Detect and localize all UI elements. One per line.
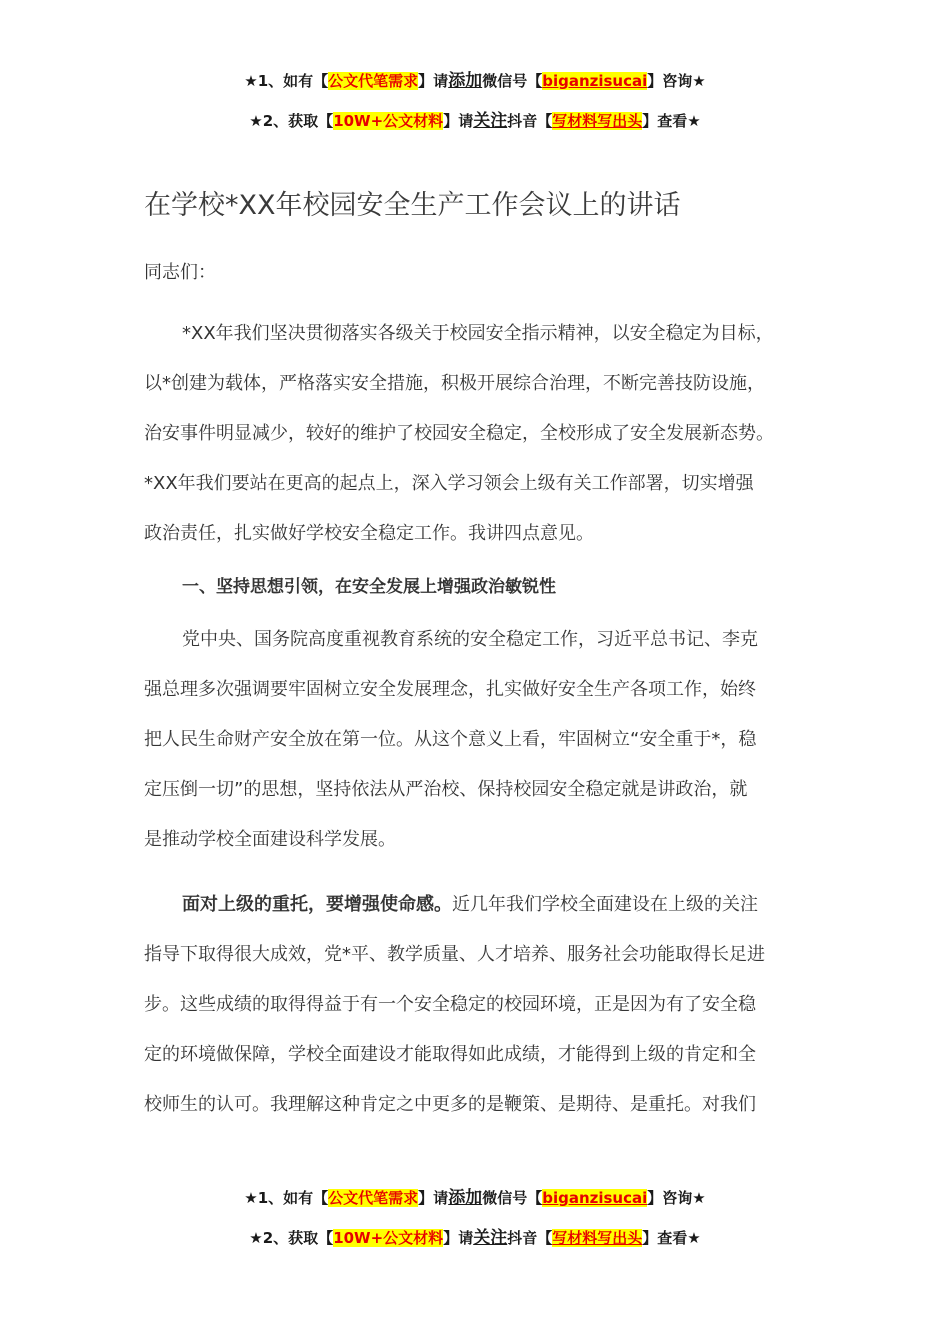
wechat-id-link[interactable]: biganzisucai bbox=[542, 1189, 648, 1207]
promo-text: 】请 bbox=[418, 1189, 449, 1207]
promo-underline: 添加 bbox=[448, 71, 483, 91]
promo-text: 】查看★ bbox=[642, 112, 701, 130]
paragraph-line: 校师生的认可。我理解这种肯定之中更多的是鞭策、是期待、是重托。对我们 bbox=[144, 1094, 756, 1115]
promo-text: ★2、获取【 bbox=[249, 1229, 334, 1247]
paragraph-text: 近几年我们学校全面建设在上级的关注 bbox=[452, 894, 758, 915]
promo-line-1-top bbox=[0, 68, 950, 94]
douyin-account-link[interactable]: 写材料写出头 bbox=[552, 112, 643, 130]
paragraph-line: 治安事件明显减少，较好的维护了校园安全稳定，全校形成了安全发展新态势。 bbox=[144, 423, 774, 444]
paragraph-line: 指导下取得很大成效，党*平、教学质量、人才培养、服务社会功能取得长足进 bbox=[144, 944, 765, 965]
promo-text: 抖音【 bbox=[507, 112, 553, 130]
paragraph-line: *XX年我们要站在更高的起点上，深入学习领会上级有关工作部署，切实增强 bbox=[144, 473, 754, 494]
paragraph-line: *XX年我们坚决贯彻落实各级关于校园安全指示精神，以安全稳定为目标， bbox=[182, 323, 774, 344]
promo-underline: 关注 bbox=[473, 111, 508, 131]
promo-underline: 添加 bbox=[448, 1188, 483, 1208]
promo-text: 】咨询★ bbox=[647, 72, 706, 90]
promo-text: ★1、如有【 bbox=[244, 72, 329, 90]
document-title: 在学校*XX年校园安全生产工作会议上的讲话 bbox=[144, 190, 681, 221]
paragraph-line: 政治责任，扎实做好学校安全稳定工作。我讲四点意见。 bbox=[144, 523, 594, 544]
promo-text: 】请 bbox=[418, 72, 449, 90]
paragraph-line: 以*创建为载体，严格落实安全措施，积极开展综合治理，不断完善技防设施， bbox=[144, 373, 765, 394]
promo-text: 】请 bbox=[443, 1229, 474, 1247]
promo-highlight: 公文代笔需求 bbox=[328, 72, 419, 90]
promo-line-2-top bbox=[0, 108, 950, 134]
promo-underline: 关注 bbox=[473, 1228, 508, 1248]
promo-text: 微信号【 bbox=[482, 72, 543, 90]
promo-highlight: 10W+公文材料 bbox=[333, 1229, 444, 1247]
promo-text: ★2、获取【 bbox=[249, 112, 334, 130]
promo-line-2-bottom bbox=[0, 1225, 950, 1251]
paragraph-line: 强总理多次强调要牢固树立安全发展理念，扎实做好安全生产各项工作，始终 bbox=[144, 679, 756, 700]
paragraph-line: 把人民生命财产安全放在第一位。从这个意义上看，牢固树立“安全重于*，稳 bbox=[144, 729, 757, 750]
paragraph-line: 党中央、国务院高度重视教育系统的安全稳定工作，习近平总书记、李克 bbox=[182, 629, 758, 650]
douyin-account-link[interactable]: 写材料写出头 bbox=[552, 1229, 643, 1247]
promo-highlight: 10W+公文材料 bbox=[333, 112, 444, 130]
paragraph-line bbox=[182, 890, 758, 920]
promo-text: 】咨询★ bbox=[647, 1189, 706, 1207]
promo-text: 抖音【 bbox=[507, 1229, 553, 1247]
paragraph-line: 步。这些成绩的取得得益于有一个安全稳定的校园环境，正是因为有了安全稳 bbox=[144, 994, 756, 1015]
promo-line-1-bottom bbox=[0, 1185, 950, 1211]
wechat-id-link[interactable]: biganzisucai bbox=[542, 72, 648, 90]
promo-text: 微信号【 bbox=[482, 1189, 543, 1207]
promo-highlight: 公文代笔需求 bbox=[328, 1189, 419, 1207]
paragraph-line: 定压倒一切”的思想，坚持依法从严治校、保持校园安全稳定就是讲政治，就 bbox=[144, 779, 748, 800]
promo-text: 】请 bbox=[443, 112, 474, 130]
section-heading: 一、坚持思想引领，在安全发展上增强政治敏锐性 bbox=[182, 577, 556, 597]
paragraph-line: 定的环境做保障，学校全面建设才能取得如此成绩，才能得到上级的肯定和全 bbox=[144, 1044, 756, 1065]
paragraph-lead-bold: 面对上级的重托，要增强使命感。 bbox=[182, 894, 452, 915]
paragraph-line: 是推动学校全面建设科学发展。 bbox=[144, 829, 396, 850]
salutation: 同志们： bbox=[144, 262, 216, 283]
promo-text: ★1、如有【 bbox=[244, 1189, 329, 1207]
promo-text: 】查看★ bbox=[642, 1229, 701, 1247]
